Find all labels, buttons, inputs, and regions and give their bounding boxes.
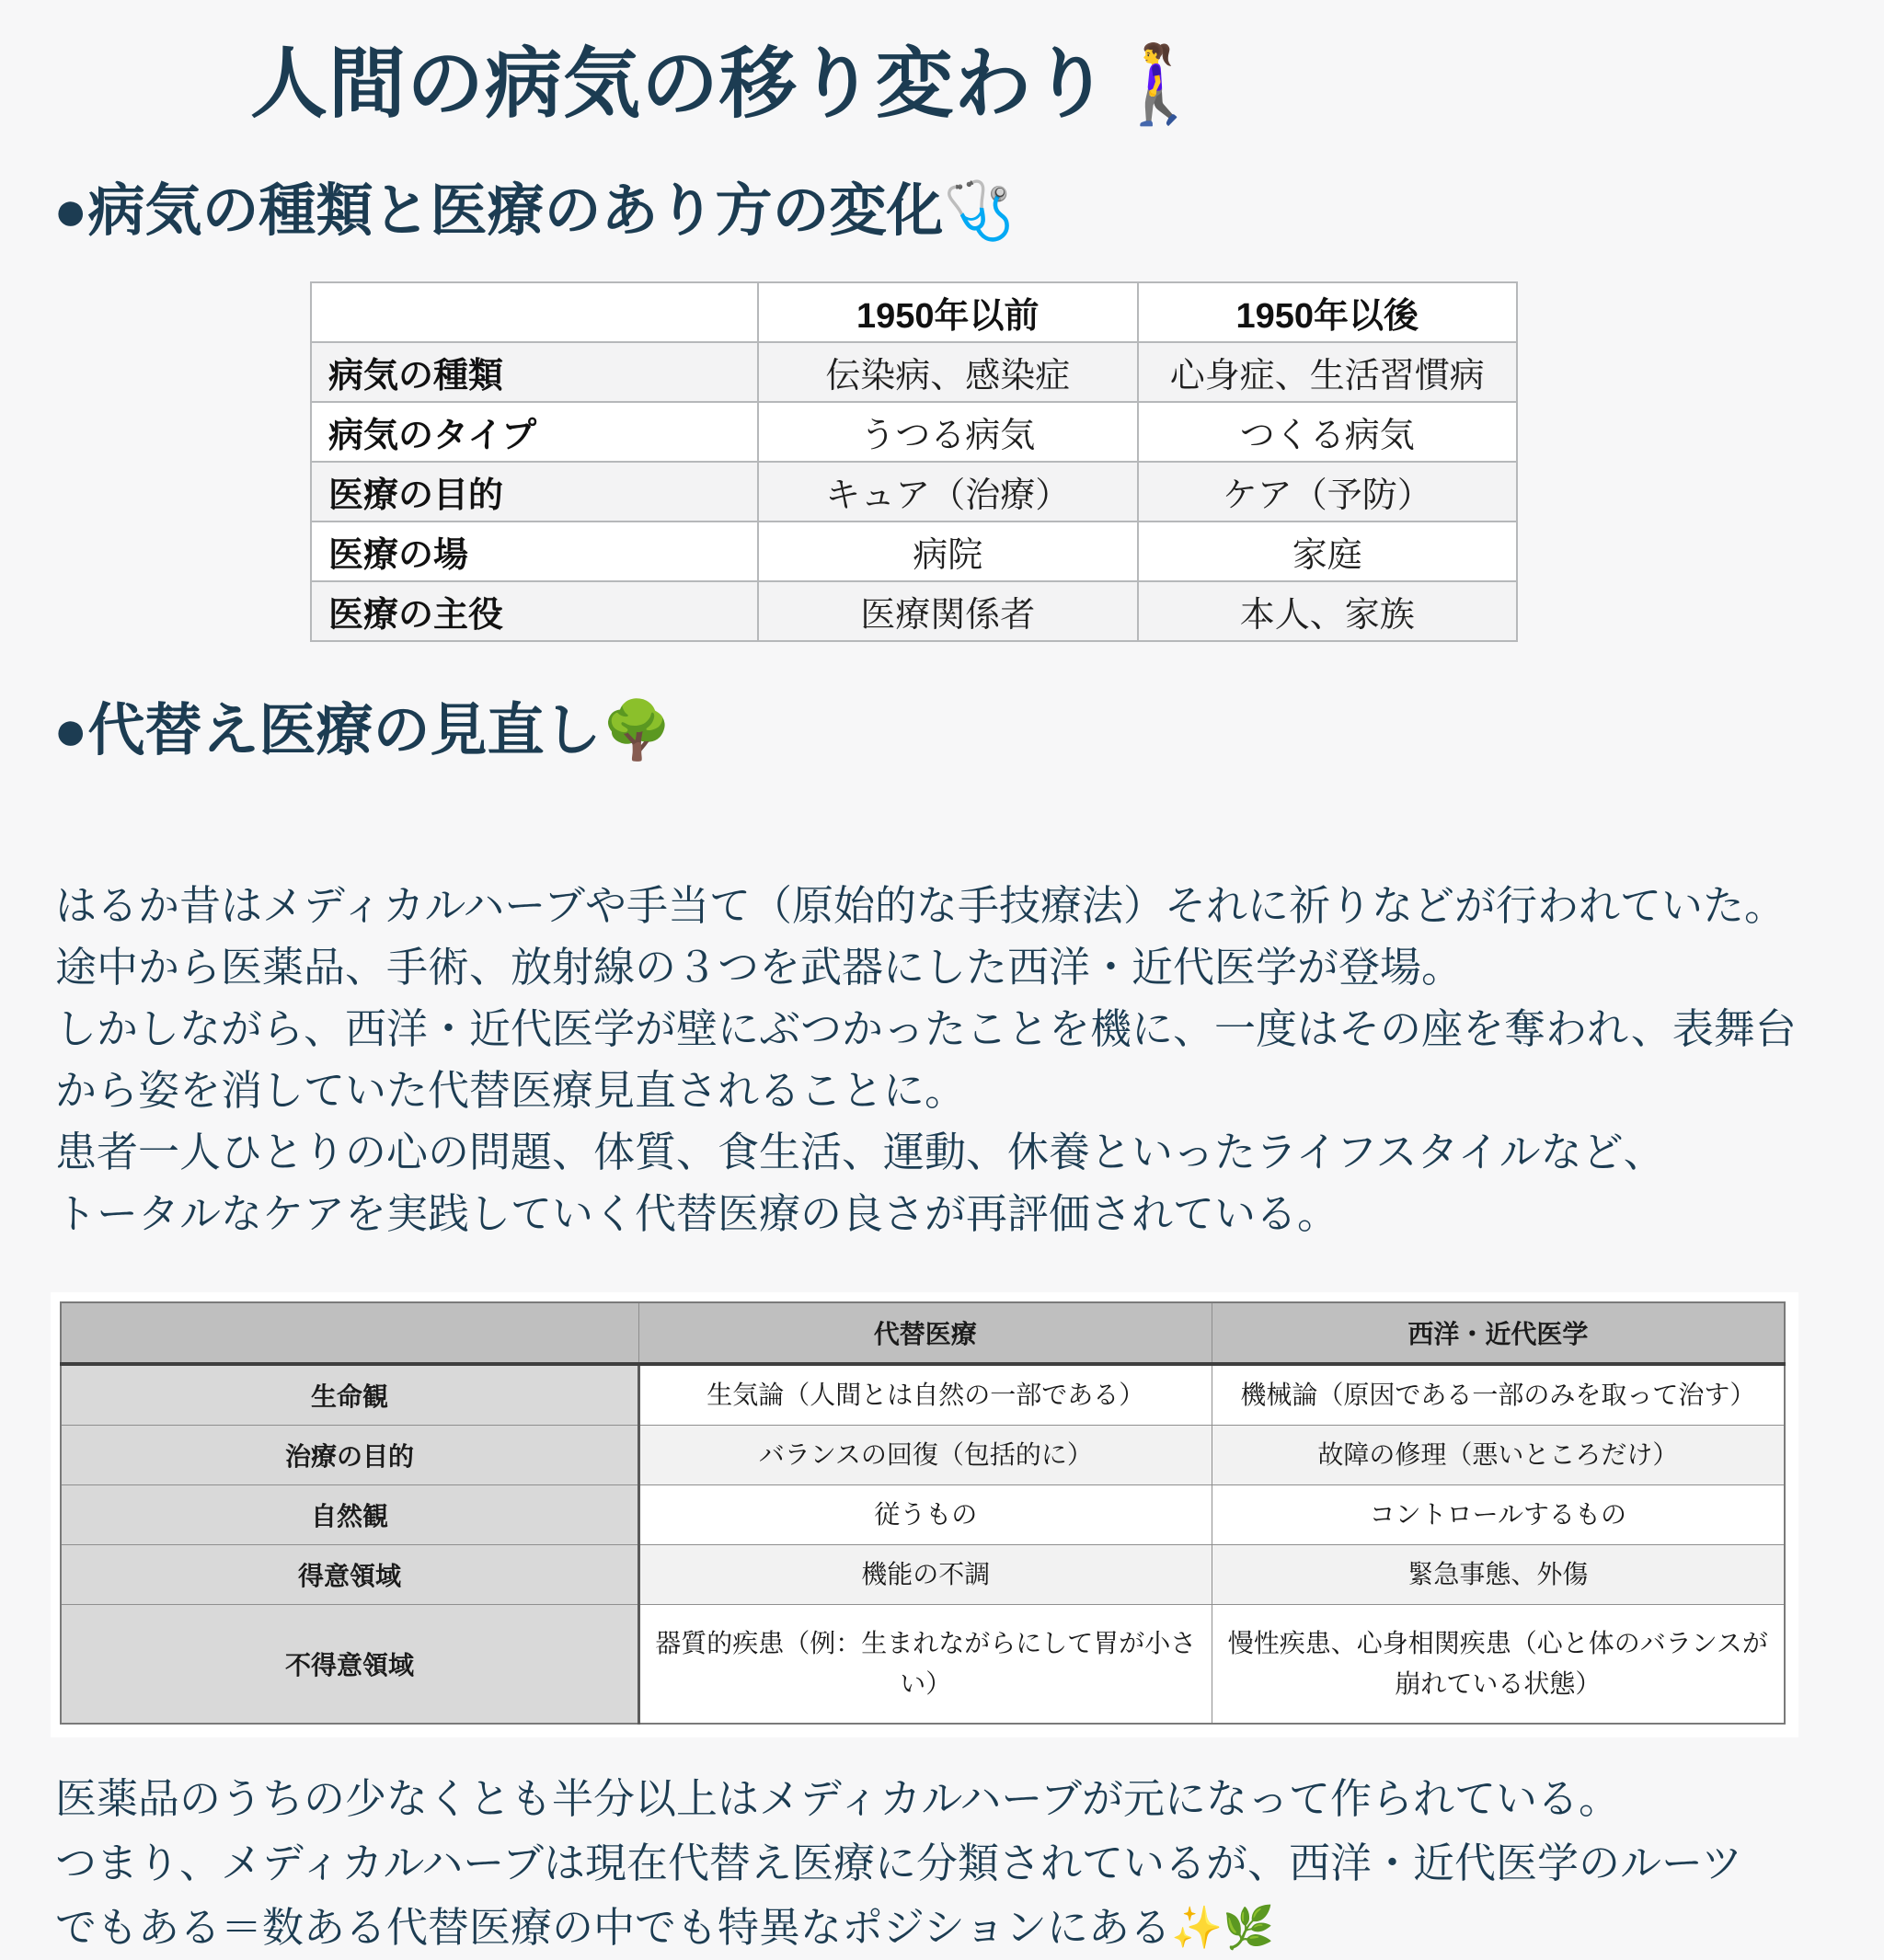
section-heading-text: ●代替え医療の見直し — [53, 699, 602, 762]
column-header-after-1950: 1950年以後 — [1138, 282, 1518, 342]
row-label: 病気のタイプ — [311, 402, 758, 462]
cell-western: 故障の修理（悪いところだけ） — [1212, 1426, 1785, 1485]
row-label: 医療の場 — [311, 522, 758, 581]
cell-western: 緊急事態、外傷 — [1212, 1545, 1785, 1605]
cell-before: 医療関係者 — [758, 581, 1137, 641]
cell-after: 家庭 — [1138, 522, 1518, 581]
column-header-western: 西洋・近代医学 — [1212, 1302, 1785, 1364]
cell-alternative: バランスの回復（包括的に） — [638, 1426, 1212, 1485]
corner-cell — [61, 1302, 638, 1364]
table-row — [311, 402, 1517, 462]
cell-before: キュア（治療） — [758, 462, 1137, 522]
cell-alternative: 器質的疾患（例：生まれながらにして胃が小さい） — [638, 1605, 1212, 1725]
page-title-text: 人間の病気の移り変わり — [250, 40, 1111, 127]
row-label: 自然観 — [61, 1485, 638, 1545]
table-row — [61, 1545, 1785, 1605]
row-label: 医療の主役 — [311, 581, 758, 641]
section-heading-disease-change — [53, 165, 1884, 246]
paragraph-line: トータルなケアを実践していく代替医療の良さが再評価されている。 — [55, 1190, 1339, 1237]
paragraph-line: から姿を消していた代替医療見直されることに。 — [55, 1067, 967, 1114]
corner-cell — [311, 282, 758, 342]
row-label: 得意領域 — [61, 1545, 638, 1605]
column-header-alternative: 代替医療 — [638, 1302, 1212, 1364]
table-header-row — [61, 1302, 1785, 1364]
row-label: 不得意領域 — [61, 1605, 638, 1725]
section-heading-alternative-medicine — [53, 684, 1884, 766]
cell-western: コントロールするもの — [1212, 1485, 1785, 1545]
row-label: 生命観 — [61, 1364, 638, 1426]
medicine-comparison-table-container — [51, 1292, 1798, 1737]
table-row — [61, 1364, 1785, 1426]
cell-alternative: 生気論（人間とは自然の一部である） — [638, 1364, 1212, 1426]
table-row — [61, 1605, 1785, 1725]
page-title — [250, 22, 1884, 133]
row-label: 治療の目的 — [61, 1426, 638, 1485]
disease-era-comparison-table — [310, 281, 1518, 642]
alternative-vs-western-table — [60, 1301, 1786, 1725]
cell-western: 機械論（原因である一部のみを取って治す） — [1212, 1364, 1785, 1426]
column-header-before-1950: 1950年以前 — [758, 282, 1137, 342]
paragraph-line: 途中から医薬品、手術、放射線の３つを武器にした西洋・近代医学が登場。 — [55, 944, 1464, 991]
paragraph-line: はるか昔はメディカルハーブや手当て（原始的な手技療法）それに祈りなどが行われていた。 — [55, 882, 1786, 929]
table-row — [61, 1485, 1785, 1545]
sparkles-herb-emoji: ✨🌿 — [1170, 1904, 1275, 1951]
paragraph-line-text: でもある＝数ある代替医療の中でも特異なポジションにある — [55, 1904, 1171, 1951]
table-row — [311, 581, 1517, 641]
alternative-medicine-paragraph — [55, 875, 1884, 1244]
tree-emoji: 🌳 — [601, 699, 672, 762]
row-label: 医療の目的 — [311, 462, 758, 522]
paragraph-line: つまり、メディカルハーブは現在代替え医療に分類されているが、西洋・近代医学のルーツ — [55, 1840, 1743, 1886]
paragraph-line — [55, 1896, 1884, 1960]
medical-herb-paragraph — [55, 1767, 1884, 1960]
cell-after: つくる病気 — [1138, 402, 1518, 462]
table-row — [311, 342, 1517, 402]
table-row — [311, 522, 1517, 581]
cell-before: うつる病気 — [758, 402, 1137, 462]
cell-after: 心身症、生活習慣病 — [1138, 342, 1518, 402]
cell-alternative: 機能の不調 — [638, 1545, 1212, 1605]
table-row — [61, 1426, 1785, 1485]
paragraph-line: 医薬品のうちの少なくとも半分以上はメディカルハーブが元になって作られている。 — [55, 1775, 1621, 1822]
paragraph-line: しかしながら、西洋・近代医学が壁にぶつかったことを機に、一度はその座を奪われ、表舞台 — [55, 1005, 1797, 1052]
cell-before: 伝染病、感染症 — [758, 342, 1137, 402]
paragraph-line: 患者一人ひとりの心の問題、体質、食生活、運動、休養といったライフスタイルなど、 — [55, 1129, 1665, 1175]
cell-alternative: 従うもの — [638, 1485, 1212, 1545]
walking-woman-emoji: 🚶‍♀️ — [1110, 40, 1208, 127]
section-heading-text: ●病気の種類と医療のあり方の変化 — [53, 179, 944, 243]
row-label: 病気の種類 — [311, 342, 758, 402]
cell-western: 慢性疾患、心身相関疾患（心と体のバランスが崩れている状態） — [1212, 1605, 1785, 1725]
table-header-row — [311, 282, 1517, 342]
cell-after: 本人、家族 — [1138, 581, 1518, 641]
cell-after: ケア（予防） — [1138, 462, 1518, 522]
table-row — [311, 462, 1517, 522]
stethoscope-emoji: 🩺 — [943, 179, 1015, 243]
cell-before: 病院 — [758, 522, 1137, 581]
